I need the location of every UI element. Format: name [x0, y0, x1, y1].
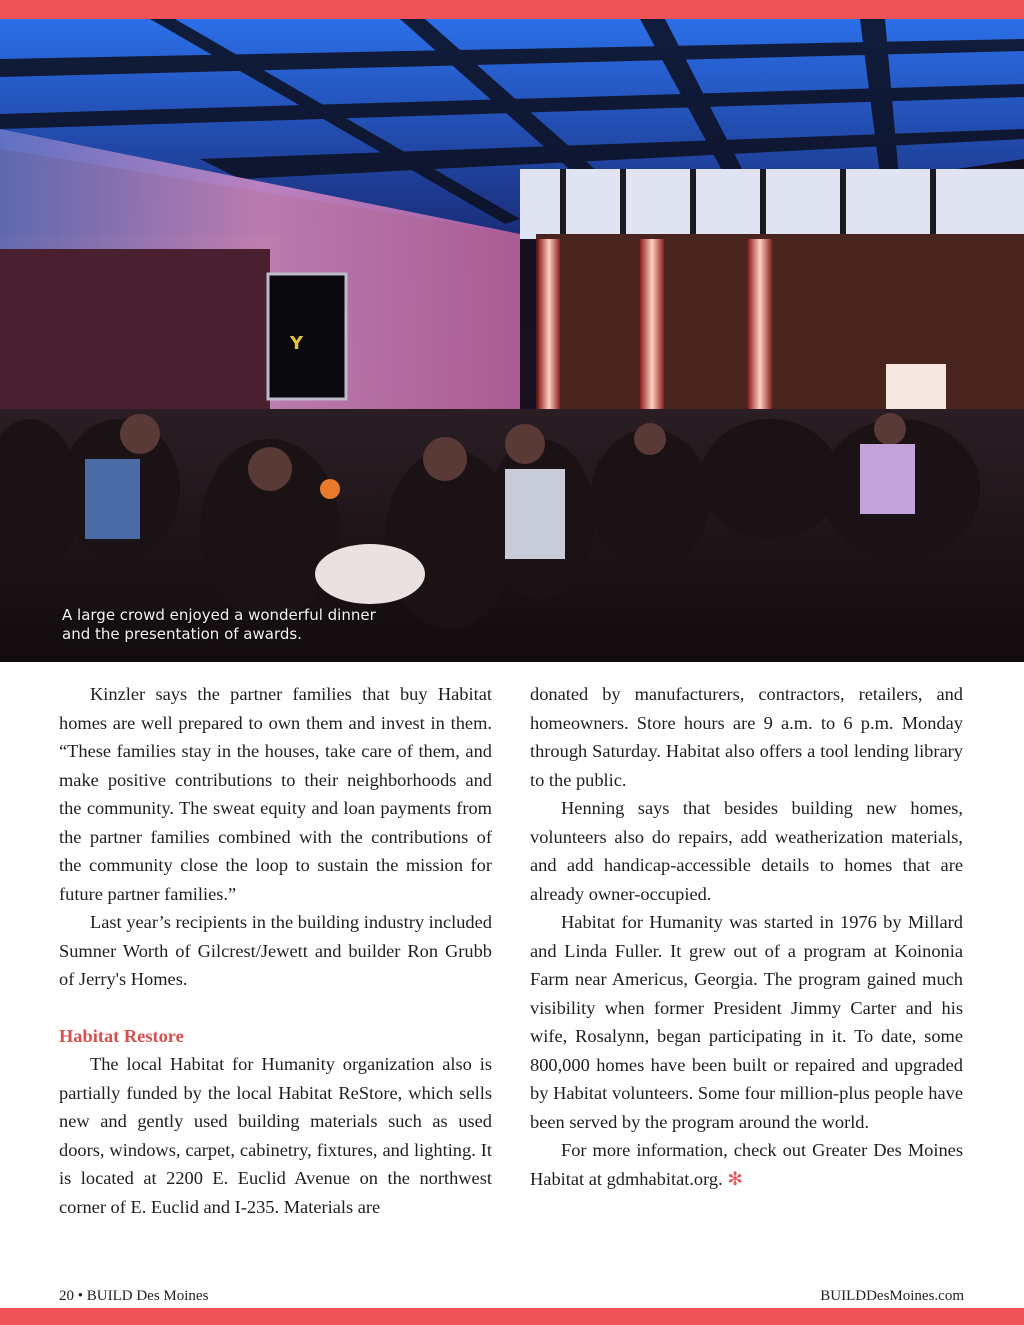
left-column	[59, 680, 492, 1221]
footer-page-number: 20 • BUILD Des Moines	[59, 1288, 209, 1304]
section-heading-habitat-restore: Habitat Restore	[59, 1025, 184, 1046]
photo-caption: A large crowd enjoyed a wonderful dinner and the presentation of awards.	[62, 606, 376, 643]
svg-text:Y: Y	[290, 333, 304, 354]
bottom-accent-bar	[0, 1308, 1024, 1325]
top-accent-bar	[0, 0, 1024, 19]
paragraph-restore: The local Habitat for Humanity organization also is partially funded by the local Habitat ReStore, which sells new and gently used building materials such as used doors, windows, carpet, cabinetry, fixtures, and lighting. It is located at 2200 E. Euclid Avenue on the northwest corner of E. Euclid and I-235. Materials are	[59, 1054, 492, 1217]
footer-website: BUILDDesMoines.com	[820, 1288, 964, 1304]
paragraph-recipients: Last year’s recipients in the building industry included Sumner Worth of Gilcrest/Jewett and builder Ron Grubb of Jerry's Homes.	[59, 912, 492, 989]
paragraph-henning: Henning says that besides building new homes, volunteers also do repairs, add weatherization materials, and add handicap-accessible details to homes that are already owner-occupied.	[530, 798, 963, 904]
end-mark-icon: ✻	[727, 1168, 743, 1189]
paragraph-history: Habitat for Humanity was started in 1976 by Millard and Linda Fuller. It grew out of a program at Koinonia Farm near Americus, Georgia. The program gained much visibility when former President Jimmy Carter and his wife, Rosalynn, began participating in it. To date, some 800,000 homes have been built or repaired and upgraded by Habitat volunteers. Some four million-plus people have been served by the program around the world.	[530, 912, 963, 1132]
banquet-hall-illustration	[0, 19, 1024, 662]
banquet-hall-photo	[0, 19, 1024, 662]
paragraph-kinzler: Kinzler says the partner families that buy Habitat homes are well prepared to own them and invest in them. “These families stay in the houses, take care of them, and make positive contributions to their neighborhoods and the community. The sweat equity and loan payments from the partner families combined with the contributions of the community close the loop to sustain the mission for future partner families.”	[59, 684, 492, 904]
paragraph-more-info	[530, 1136, 963, 1193]
more-info-text: For more information, check out Greater Des Moines Habitat at gdmhabitat.org.	[530, 1140, 963, 1189]
right-column	[530, 680, 963, 1193]
paragraph-donated: donated by manufacturers, contractors, retailers, and homeowners. Store hours are 9 a.m. to 6 p.m. Monday through Saturday. Habitat also offers a tool lending library to the public.	[530, 684, 963, 790]
